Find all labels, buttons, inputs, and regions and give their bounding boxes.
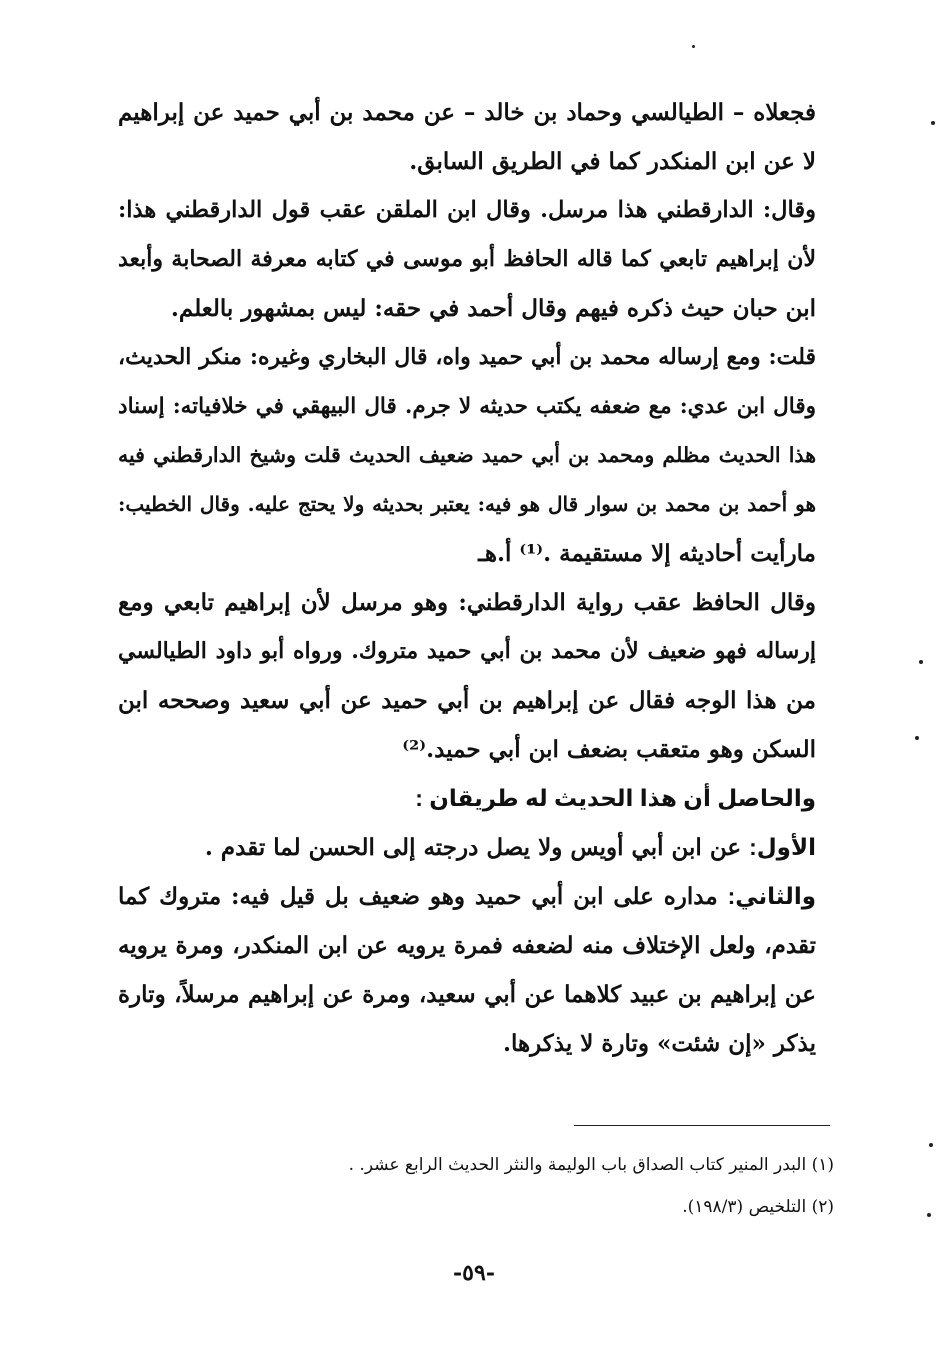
text-line: تقدم، ولعل الإختلاف منه لضعفه فمرة يرويه عن ابن المنكدر، ومرة يرويه: [118, 932, 816, 959]
text-line: لا عن ابن المنكدر كما في الطريق السابق.: [409, 148, 816, 175]
scan-speck: [931, 121, 935, 125]
footnote-separator: [574, 1125, 830, 1126]
body-paragraphs: [118, 88, 816, 774]
text-line: إرساله فهو ضعيف لأن محمد بن أبي حميد متروك. ورواه أبو داود الطيالسي: [118, 638, 816, 664]
text-line: فجعلاه – الطيالسي وحماد بن خالد – عن محمد بن أبي حميد عن إبراهيم: [118, 99, 816, 126]
section-heading: والحاصل أن هذا الحديث له طريقان :: [415, 785, 816, 811]
text-line: من هذا الوجه فقال عن إبراهيم بن أبي حميد عن أبي سعيد وصححه ابن: [118, 687, 816, 714]
page-body: [118, 88, 816, 1068]
scan-speck: [929, 1143, 933, 1147]
text-line: يذكر «إن شئت» وتارة لا يذكرها.: [502, 1030, 816, 1057]
second-way-text: مداره على ابن أبي حميد وهو ضعيف بل قيل فيه: متروك كما: [118, 883, 728, 910]
text-line: هو أحمد بن محمد بن سوار قال هو فيه: يعتبر بحديثه ولا يحتج عليه. وقال الخطيب:: [118, 492, 816, 516]
text-line: السكن وهو متعقب بضعف ابن أبي حميد.⁽²⁾: [402, 736, 816, 763]
text-line: هذا الحديث مظلم ومحمد بن أبي حميد ضعيف الحديث قلت وشيخ الدارقطني فيه: [118, 443, 816, 467]
text-line: وقال الحافظ عقب رواية الدارقطني: وهو مرسل لأن إبراهيم تابعي ومع: [118, 589, 816, 616]
second-way-continuation: [118, 921, 816, 1068]
text-line: قلت: ومع إرساله محمد بن أبي حميد واه، قال البخاري وغيره: منكر الحديث،: [118, 344, 816, 370]
footnotes: [200, 1144, 834, 1228]
first-way-line: [118, 823, 816, 872]
text-line: وقال ابن عدي: مع ضعفه يكتب حديثه لا جرم. قال البيهقي في خلافياته: إسناد: [118, 394, 816, 419]
footnote-2: (٢) التلخيص (١٩٨/٣).: [682, 1197, 834, 1217]
text-line: وقال: الدارقطني هذا مرسل. وقال ابن الملقن عقب قول الدارقطني هذا:: [118, 197, 816, 223]
text-line: لأن إبراهيم تابعي كما قاله الحافظ أبو موسى في كتابه معرفة الصحابة وأبعد: [118, 246, 816, 272]
text-line: مارأيت أحاديثه إلا مستقيمة .⁽¹⁾ أ.هـ: [478, 540, 816, 567]
page-number: -٥٩-: [453, 1260, 495, 1286]
first-way-lead: الأول:: [749, 834, 816, 860]
scan-speck: [927, 1213, 931, 1217]
first-way-text: عن ابن أبي أويس ولا يصل درجته إلى الحسن لما تقدم .: [204, 834, 750, 861]
footnote-1: (١) البدر المنير كتاب الصداق باب الوليمة والنثر الحديث الرابع عشر. .: [348, 1155, 834, 1175]
scan-speck: [919, 660, 923, 664]
text-line: ابن حبان حيث ذكره فيهم وقال أحمد في حقه: ليس بمشهور بالعلم.: [170, 295, 816, 322]
second-way-lead: والثاني:: [727, 883, 816, 909]
second-way-line: [118, 872, 816, 921]
scan-speck: [692, 45, 695, 48]
scan-speck: [915, 736, 919, 740]
text-line: عن إبراهيم بن عبيد كلاهما عن أبي سعيد، ومرة عن إبراهيم مرسلاً، وتارة: [118, 981, 816, 1008]
